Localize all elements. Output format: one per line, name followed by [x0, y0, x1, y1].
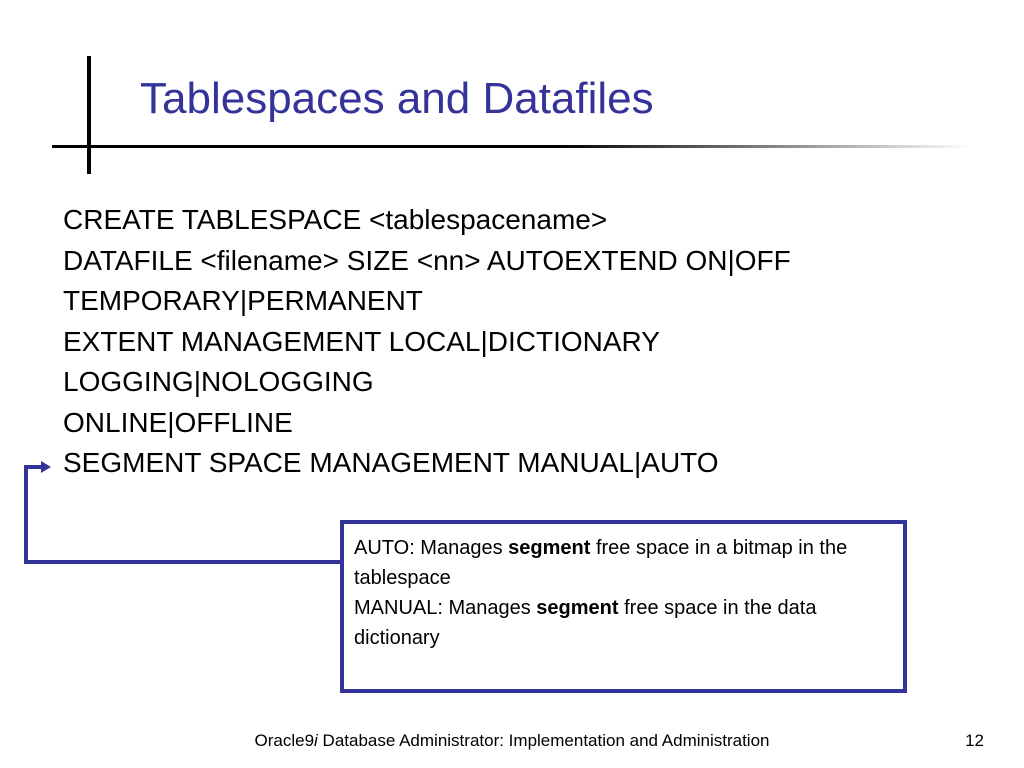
- slide-title: Tablespaces and Datafiles: [140, 74, 654, 123]
- note-manual: [354, 593, 893, 653]
- segment-space-note: [340, 520, 907, 693]
- note-manual-bold: segment: [536, 597, 619, 619]
- syntax-line: DATAFILE <filename> SIZE <nn> AUTOEXTEND ON|OFF: [63, 244, 791, 276]
- note-auto-bold: segment: [508, 537, 591, 559]
- footer-text: Database Administrator: Implementation and Administration: [317, 731, 770, 750]
- arrowhead-icon: [41, 461, 51, 473]
- connector-line: [26, 467, 340, 562]
- syntax-line: TEMPORARY|PERMANENT: [63, 285, 423, 316]
- syntax-line: LOGGING|NOLOGGING: [63, 366, 374, 397]
- slide-footer: [0, 731, 1024, 751]
- footer-product: Oracle9: [254, 731, 315, 750]
- syntax-line: EXTENT MANAGEMENT LOCAL|DICTIONARY: [63, 325, 660, 357]
- syntax-line: ONLINE|OFFLINE: [63, 406, 293, 438]
- footer-product-italic: i: [314, 731, 318, 750]
- note-manual-prefix: MANUAL: Manages: [354, 597, 537, 619]
- note-auto-prefix: AUTO: Manages: [354, 537, 509, 559]
- syntax-line-segment-space: SEGMENT SPACE MANAGEMENT MANUAL|AUTO: [63, 447, 719, 478]
- note-auto: [354, 533, 893, 593]
- page-number: 12: [965, 731, 984, 750]
- note-manual-suffix: free space in the data dictionary: [354, 597, 817, 649]
- note-auto-suffix: free space in a bitmap in the tablespace: [354, 537, 848, 589]
- syntax-line: CREATE TABLESPACE <tablespacename>: [63, 204, 608, 235]
